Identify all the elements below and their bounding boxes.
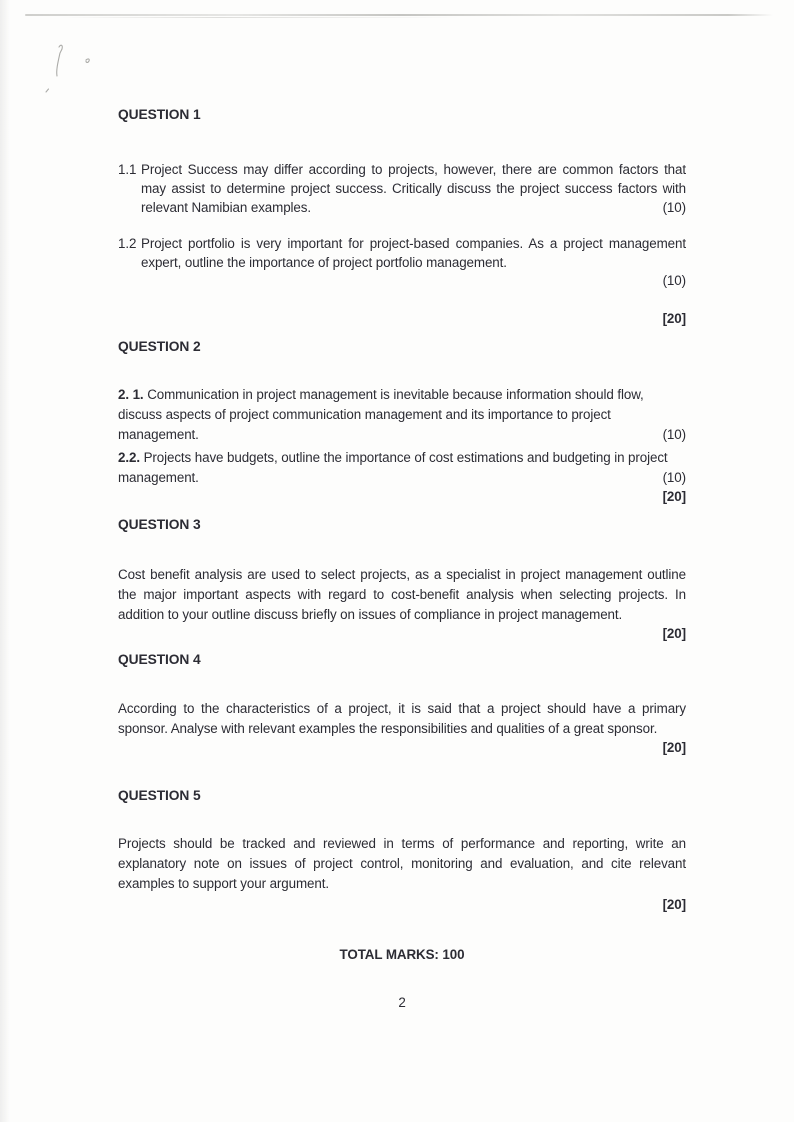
question-1-1-mark: (10)	[662, 200, 686, 215]
question-1-1-number: 1.1	[118, 162, 137, 177]
question-2-1	[118, 385, 686, 445]
scan-edge-shadow	[0, 0, 10, 1122]
question-2-1-number: 2. 1.	[118, 387, 144, 402]
question-4-heading: QUESTION 4	[118, 652, 201, 667]
page-number: 2	[398, 995, 406, 1010]
pen-scribble-mark	[38, 40, 98, 100]
question-2-heading: QUESTION 2	[118, 339, 201, 354]
question-2-2-mark: (10)	[662, 470, 686, 485]
question-1-2-text: Project portfolio is very important for project-based companies. As a project management expert, outline the importance of project portfolio management.	[141, 236, 686, 270]
question-1-heading: QUESTION 1	[118, 107, 201, 122]
question-4-total-mark: [20]	[662, 740, 686, 755]
question-1-2-mark: (10)	[662, 273, 686, 288]
question-2-1-mark: (10)	[662, 427, 686, 442]
question-1-2	[118, 234, 686, 272]
question-1-1-text: Project Success may differ according to projects, however, there are common factors that may assist to determine project success. Critically discuss the project success factors with relevant Namibian examples.	[141, 162, 686, 215]
question-5-text: Projects should be tracked and reviewed in terms of performance and reporting, write an explanatory note on issues of project control, monitoring and evaluation, and cite relevant examples to support your argument.	[118, 836, 686, 891]
question-2-total-mark: [20]	[662, 489, 686, 504]
question-3-heading: QUESTION 3	[118, 517, 201, 532]
question-3-text: Cost benefit analysis are used to select projects, as a specialist in project management outline the major important aspects with regard to cost-benefit analysis when selecting projects. In addition to your outline discuss briefly on issues of compliance in project management.	[118, 567, 686, 622]
question-2-1-text: Communication in project management is inevitable because information should flow, discuss aspects of project communication management and its importance to project management.	[118, 387, 644, 442]
question-2-2	[118, 448, 686, 488]
question-2-2-text: Projects have budgets, outline the importance of cost estimations and budgeting in project management.	[118, 450, 668, 485]
question-4-text: According to the characteristics of a project, it is said that a project should have a primary sponsor. Analyse with relevant examples the responsibilities and qualities of a great sponsor.	[118, 701, 686, 736]
question-3-total-mark: [20]	[662, 626, 686, 641]
question-2-2-number: 2.2.	[118, 450, 140, 465]
document-content	[118, 0, 686, 1012]
total-marks-line: TOTAL MARKS: 100	[339, 947, 465, 962]
question-1-total-mark: [20]	[662, 311, 686, 326]
question-5-heading: QUESTION 5	[118, 788, 201, 803]
question-1-2-number: 1.2	[118, 236, 137, 251]
question-5-total-mark: [20]	[662, 897, 686, 912]
question-1-1	[118, 160, 686, 217]
